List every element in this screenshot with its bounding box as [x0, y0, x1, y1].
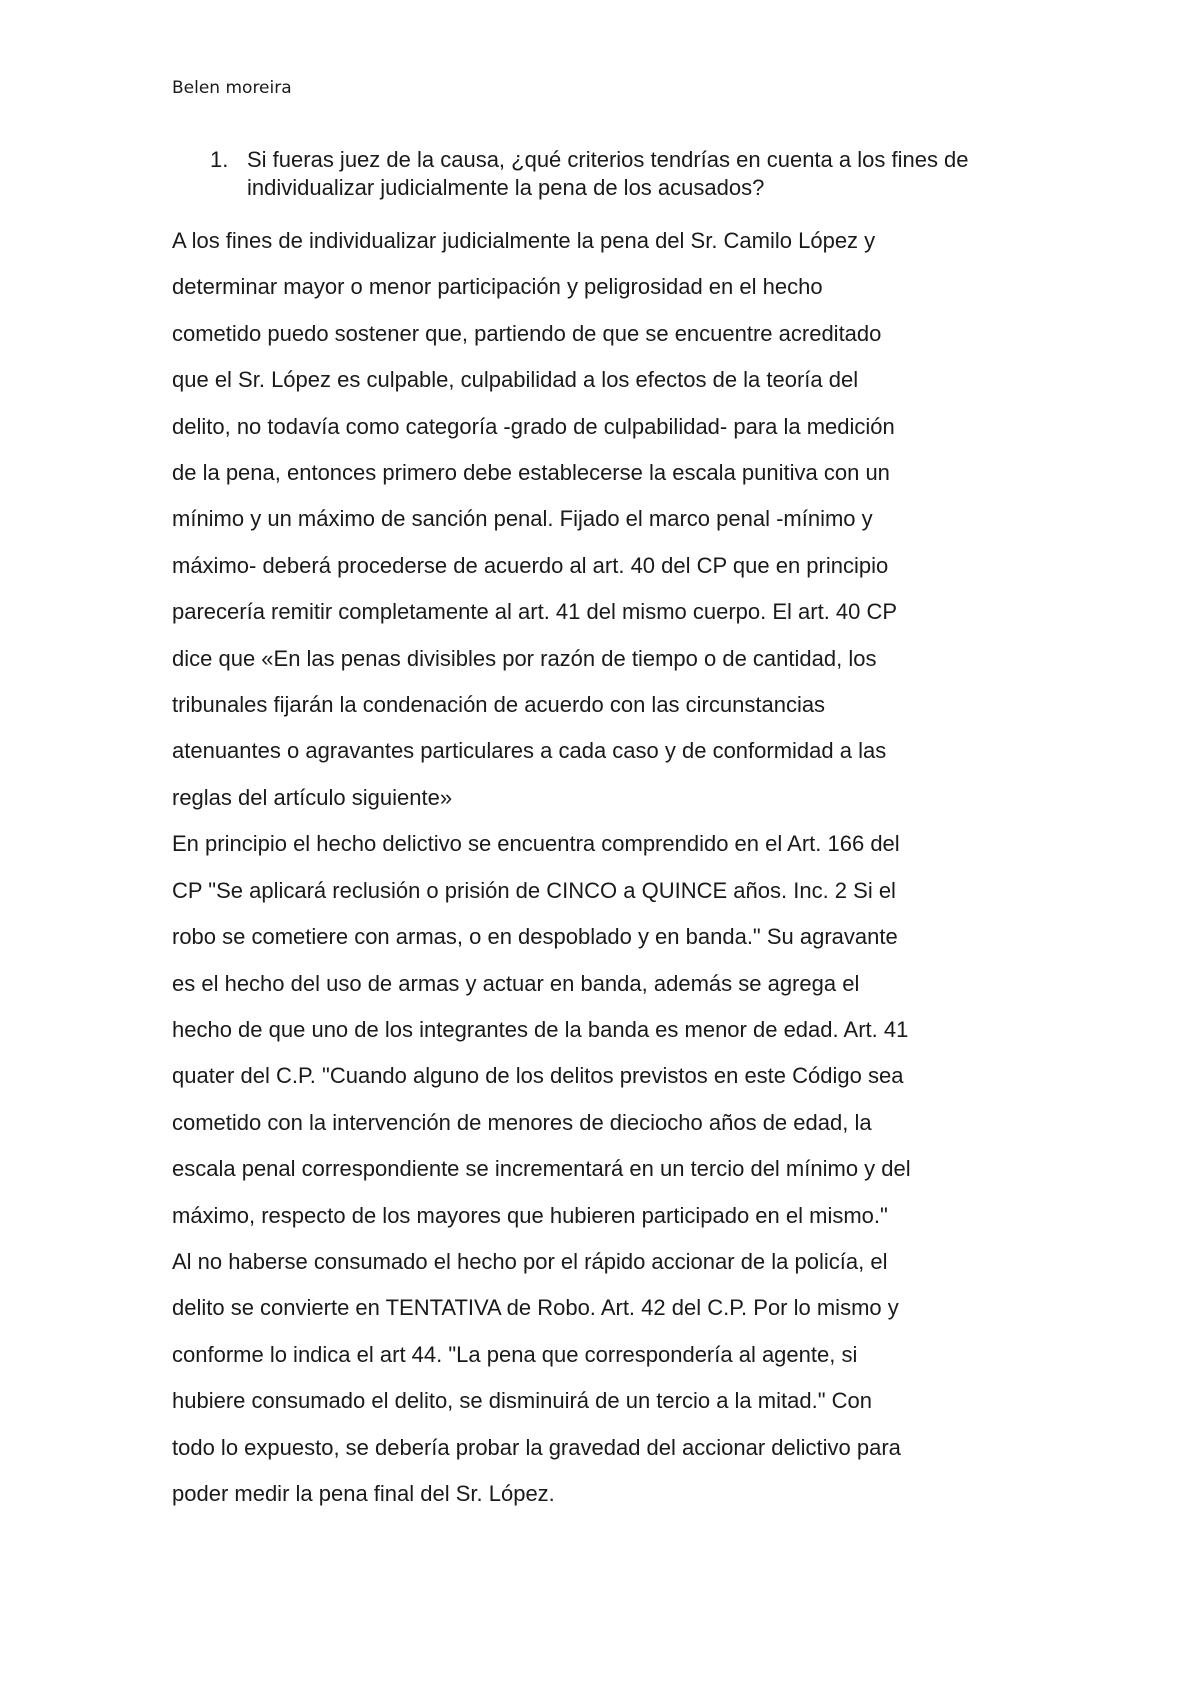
answer-paragraph: [172, 218, 1022, 821]
paragraph-line: atenuantes o agravantes particulares a cada caso y de conformidad a las: [172, 738, 887, 764]
paragraph-line: CP "Se aplicará reclusión o prisión de CINCO a QUINCE años. Inc. 2 Si el: [172, 877, 896, 903]
paragraph-line: dice que «En las penas divisibles por razón de tiempo o de cantidad, los: [172, 645, 877, 671]
paragraph-line: determinar mayor o menor participación y peligrosidad en el hecho: [172, 274, 823, 300]
paragraph-line: de la pena, entonces primero debe establecerse la escala punitiva con un: [172, 460, 890, 486]
paragraph-line: cometido con la intervención de menores de dieciocho años de edad, la: [172, 1109, 872, 1135]
question-number: 1.: [210, 147, 229, 172]
author-name: Belen moreira: [172, 78, 292, 98]
question-text: Si fueras juez de la causa, ¿qué criterios tendrías en cuenta a los fines de individualizar judicialmente la pena de los acusados?: [247, 147, 969, 200]
paragraph-line: hubiere consumado el delito, se disminuirá de un tercio a la mitad." Con: [172, 1388, 872, 1414]
paragraph-line: hecho de que uno de los integrantes de la banda es menor de edad. Art. 41: [172, 1016, 909, 1042]
paragraph-line: reglas del artículo siguiente»: [172, 784, 453, 810]
question-item: [210, 146, 1032, 202]
paragraph-line: En principio el hecho delictivo se encuentra comprendido en el Art. 166 del: [172, 831, 900, 857]
paragraph-line: delito se convierte en TENTATIVA de Robo. Art. 42 del C.P. Por lo mismo y: [172, 1295, 899, 1321]
paragraph-line: mínimo y un máximo de sanción penal. Fijado el marco penal -mínimo y: [172, 506, 873, 532]
paragraph-line: escala penal correspondiente se incrementará en un tercio del mínimo y del: [172, 1156, 911, 1182]
paragraph-line: es el hecho del uso de armas y actuar en banda, además se agrega el: [172, 970, 860, 996]
paragraph-line: quater del C.P. "Cuando alguno de los delitos previstos en este Código sea: [172, 1063, 904, 1089]
paragraph-line: Al no haberse consumado el hecho por el rápido accionar de la policía, el: [172, 1248, 888, 1274]
paragraph-line: tribunales fijarán la condenación de acuerdo con las circunstancias: [172, 692, 826, 718]
paragraph-line: A los fines de individualizar judicialmente la pena del Sr. Camilo López y: [172, 228, 876, 253]
paragraph-line: todo lo expuesto, se debería probar la gravedad del accionar delictivo para: [172, 1434, 901, 1460]
paragraph-line: máximo, respecto de los mayores que hubieren participado en el mismo.": [172, 1202, 888, 1228]
paragraph-line: máximo- deberá procederse de acuerdo al art. 40 del CP que en principio: [172, 552, 889, 578]
paragraph-line: delito, no todavía como categoría -grado de culpabilidad- para la medición: [172, 413, 895, 439]
paragraph-line: conforme lo indica el art 44. "La pena que correspondería al agente, si: [172, 1341, 858, 1367]
paragraph-line: parecería remitir completamente al art. 41 del mismo cuerpo. El art. 40 CP: [172, 599, 898, 625]
paragraph-line: poder medir la pena final del Sr. López.: [172, 1480, 555, 1506]
answer-paragraph: [172, 821, 1022, 1239]
answer-paragraph: [172, 1239, 1022, 1517]
paragraph-line: que el Sr. López es culpable, culpabilidad a los efectos de la teoría del: [172, 367, 859, 393]
paragraph-line: robo se cometiere con armas, o en despoblado y en banda." Su agravante: [172, 924, 898, 950]
answer-body: [172, 218, 1022, 1517]
paragraph-line: cometido puedo sostener que, partiendo de que se encuentre acreditado: [172, 320, 882, 346]
